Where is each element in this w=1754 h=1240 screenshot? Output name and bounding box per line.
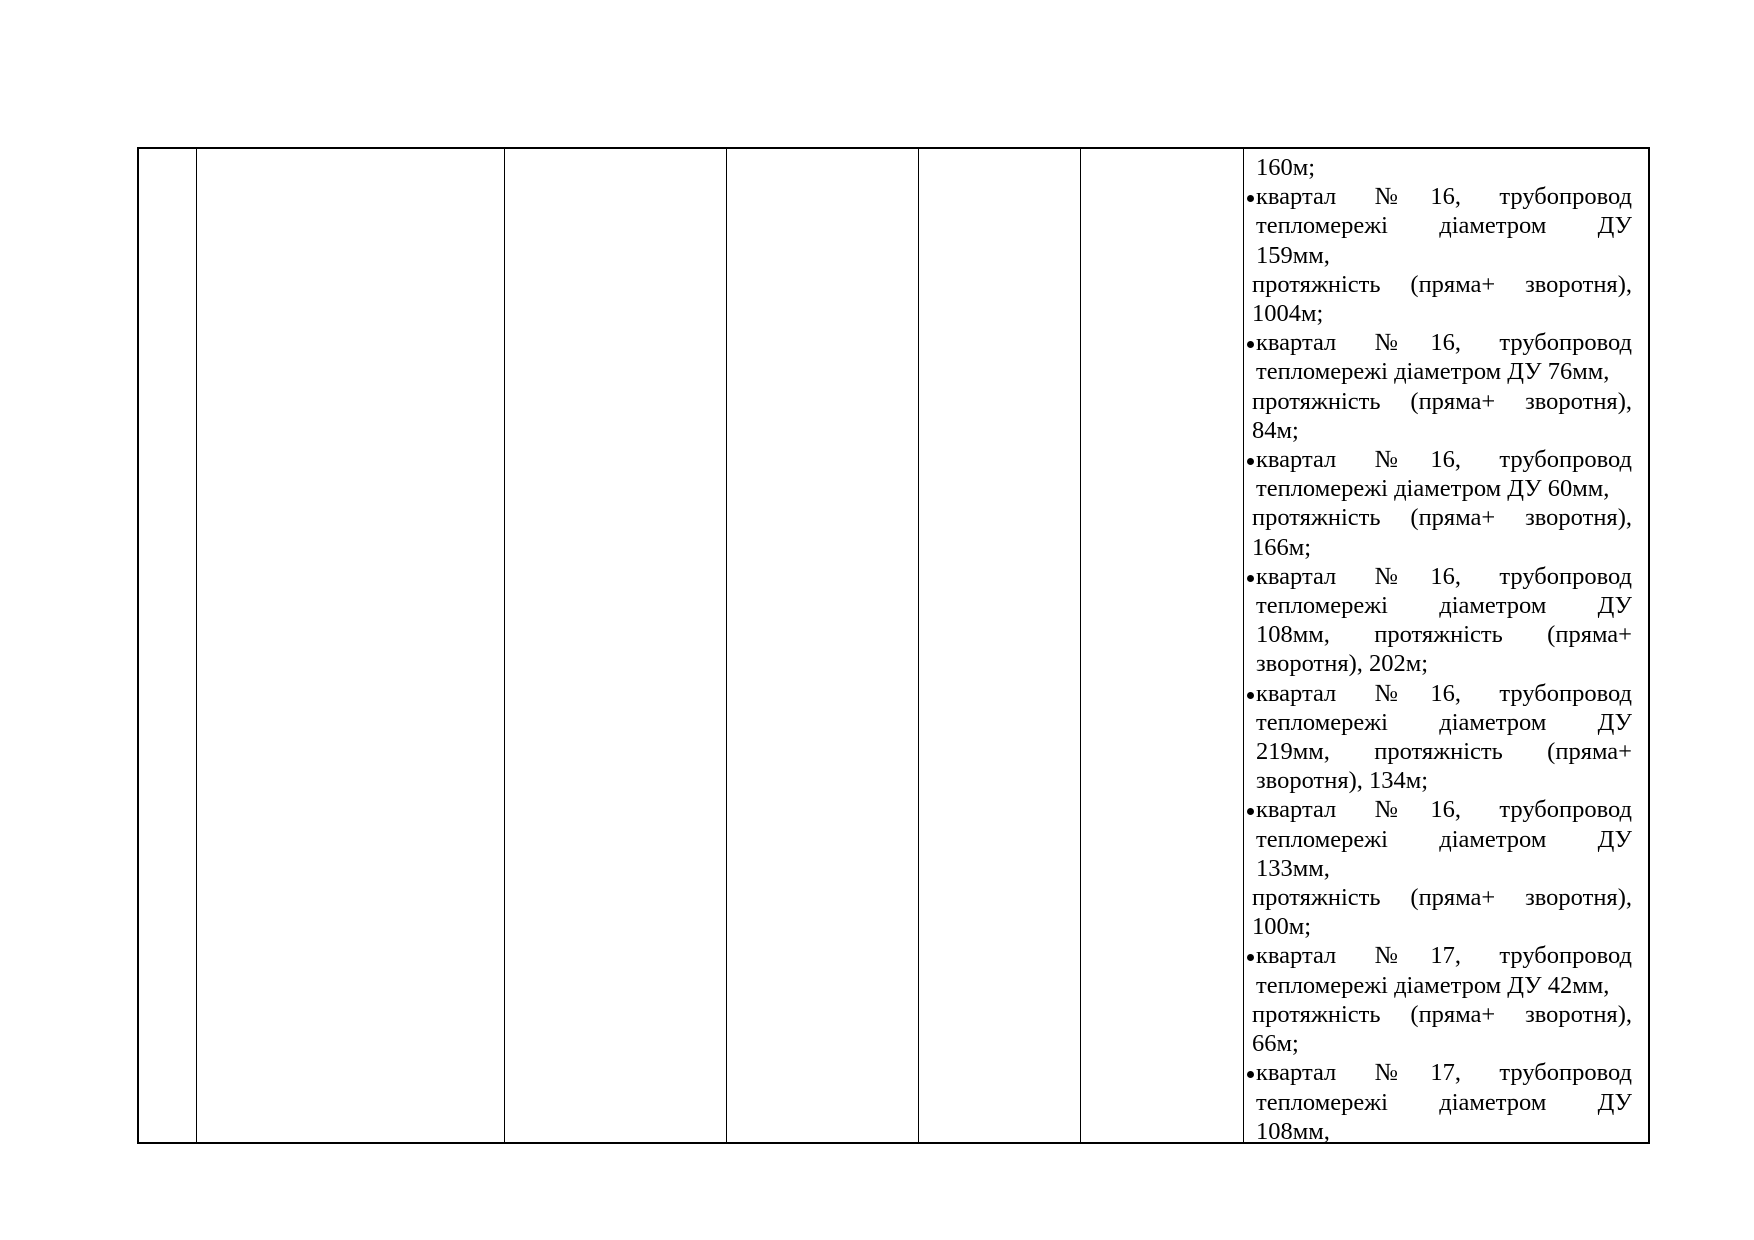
list-item-line: зворотня), 134м; [1256,767,1429,795]
column-divider-2 [504,149,505,1142]
list-item [1256,679,1632,796]
list-item-line: тепломережі діаметром ДУ 42мм, [1256,971,1610,999]
list-item [1256,1058,1632,1142]
list-item-line: тепломережі діаметром ДУ [1256,592,1632,620]
column-divider-3 [726,149,727,1142]
list-item-line: тепломережі діаметром ДУ 60мм, [1256,475,1610,503]
bullet-icon [1247,195,1254,202]
list-item-line: 133мм, [1256,854,1330,882]
list-item-line: квартал №16, трубопровод [1256,183,1632,211]
bullet-icon [1247,458,1254,465]
list-item [1256,941,1632,999]
list-item-continuation-line: 100м; [1252,913,1312,941]
bullet-icon [1247,341,1254,348]
list-item-line: квартал №16, трубопровод [1256,679,1632,707]
list-item [1256,328,1632,386]
list-item-continuation-line: протяжність (пряма+ зворотня), [1252,1000,1632,1028]
list-item [1256,182,1632,270]
list-item-continuation-line: протяжність (пряма+ зворотня), [1252,504,1632,532]
list-item-continuation-line: 1004м; [1252,300,1324,328]
list-item-line: квартал №16, трубопровод [1256,329,1632,357]
list-item-line: квартал №16, трубопровод [1256,562,1632,590]
list-item-line: квартал №16, трубопровод [1256,796,1632,824]
list-item-line: квартал №17, трубопровод [1256,942,1632,970]
list-item-line: 219мм, протяжність (пряма+ [1256,738,1632,766]
list-item-line: тепломережі діаметром ДУ 76мм, [1256,358,1610,386]
list-item [1256,795,1632,883]
list-item-line: квартал №16, трубопровод [1256,446,1632,474]
list-item-continuation-line: протяжність (пряма+ зворотня), [1252,387,1632,415]
table-frame [137,147,1650,1144]
list-item-continuation-line: протяжність (пряма+ зворотня), [1252,884,1632,912]
bullet-icon [1247,1071,1254,1078]
column-divider-5 [1080,149,1081,1142]
list-item-line: тепломережі діаметром ДУ [1256,212,1632,240]
bullet-icon [1247,808,1254,815]
list-item-line: квартал №17, трубопровод [1256,1059,1632,1087]
list-item-continuation-line: 166м; [1252,533,1312,561]
list-item-continuation-line: протяжність (пряма+ зворотня), [1252,270,1632,298]
list-item-line: тепломережі діаметром ДУ [1256,825,1632,853]
bullet-icon [1247,692,1254,699]
list-item [1256,562,1632,679]
bullet-icon [1247,575,1254,582]
pipeline-list [1252,153,1632,1142]
column-divider-4 [918,149,919,1142]
pipeline-list-cell [1244,149,1648,1142]
list-item [1256,445,1632,503]
list-item-line: зворотня), 202м; [1256,650,1429,678]
list-item-line: 108мм, [1256,1117,1330,1142]
list-item-line: тепломережі діаметром ДУ [1256,708,1632,736]
list-item-continuation-line: 84м; [1252,416,1299,444]
list-item-continuation-line: 66м; [1252,1030,1299,1058]
bullet-icon [1247,954,1254,961]
list-item-line: 108мм, протяжність (пряма+ [1256,621,1632,649]
list-item-line: тепломережі діаметром ДУ [1256,1088,1632,1116]
list-item-line: 159мм, [1256,241,1330,269]
continued-line: 160м; [1256,154,1316,181]
column-divider-1 [196,149,197,1142]
